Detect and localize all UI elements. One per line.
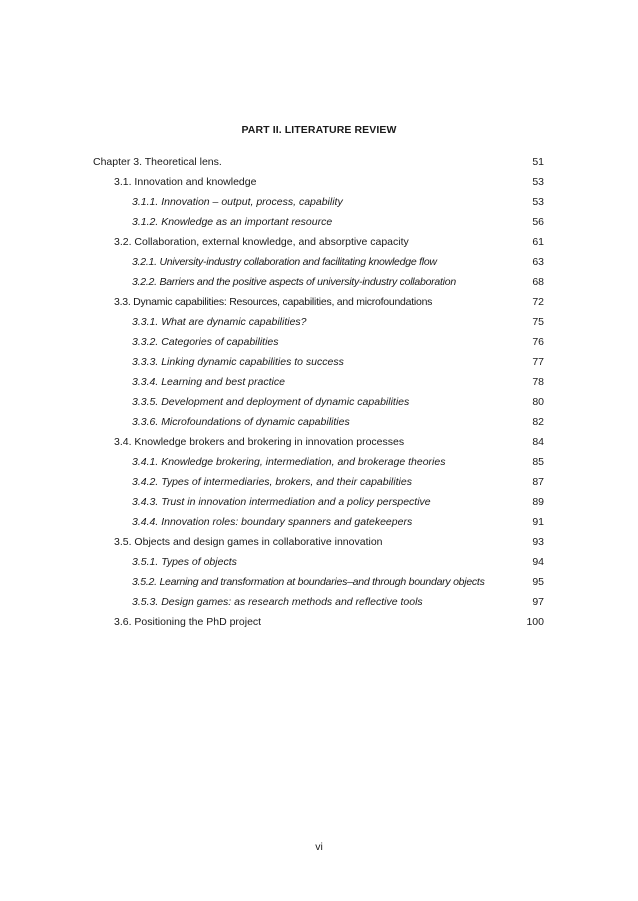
toc-entry-page-number: 82 xyxy=(532,416,544,428)
table-of-contents xyxy=(93,152,544,632)
toc-entry-title: 3.5.3. Design games: as research methods and reflective tools xyxy=(132,596,423,608)
toc-entry[interactable] xyxy=(93,612,544,632)
toc-entry[interactable] xyxy=(93,532,544,552)
toc-entry-title: Chapter 3. Theoretical lens. xyxy=(93,156,222,168)
toc-entry[interactable] xyxy=(93,492,544,512)
footer-page-number: vi xyxy=(315,841,323,853)
toc-entry[interactable] xyxy=(93,432,544,452)
toc-entry-page-number: 56 xyxy=(532,216,544,228)
toc-entry-title: 3.2.2. Barriers and the positive aspects of university-industry collaboration xyxy=(132,276,456,288)
toc-entry-page-number: 97 xyxy=(532,596,544,608)
toc-entry-title: 3.3.4. Learning and best practice xyxy=(132,376,285,388)
toc-entry-page-number: 95 xyxy=(532,576,544,588)
toc-entry-page-number: 91 xyxy=(532,516,544,528)
toc-entry-title: 3.1. Innovation and knowledge xyxy=(114,176,257,188)
toc-entry[interactable] xyxy=(93,392,544,412)
toc-entry[interactable] xyxy=(93,552,544,572)
toc-entry-page-number: 53 xyxy=(532,176,544,188)
toc-entry-title: 3.3.6. Microfoundations of dynamic capabilities xyxy=(132,416,350,428)
toc-entry-title: 3.4.3. Trust in innovation intermediation and a policy perspective xyxy=(132,496,431,508)
toc-entry-page-number: 85 xyxy=(532,456,544,468)
toc-entry-page-number: 94 xyxy=(532,556,544,568)
toc-entry-page-number: 93 xyxy=(532,536,544,548)
toc-entry[interactable] xyxy=(93,292,544,312)
part-heading: PART II. LITERATURE REVIEW xyxy=(241,124,397,136)
toc-entry-page-number: 76 xyxy=(532,336,544,348)
toc-entry[interactable] xyxy=(93,312,544,332)
toc-entry-title: 3.2.1. University-industry collaboration and facilitating knowledge flow xyxy=(132,256,437,268)
toc-entry[interactable] xyxy=(93,352,544,372)
toc-entry-title: 3.6. Positioning the PhD project xyxy=(114,616,262,628)
toc-entry[interactable] xyxy=(93,472,544,492)
toc-entry[interactable] xyxy=(93,512,544,532)
toc-entry-page-number: 61 xyxy=(532,236,544,248)
toc-entry[interactable] xyxy=(93,572,544,592)
toc-entry-page-number: 89 xyxy=(532,496,544,508)
toc-entry-title: 3.1.2. Knowledge as an important resource xyxy=(132,216,333,228)
toc-entry[interactable] xyxy=(93,212,544,232)
toc-entry-title: 3.3. Dynamic capabilities: Resources, capabilities, and microfoundations xyxy=(114,296,433,308)
toc-entry-title: 3.3.1. What are dynamic capabilities? xyxy=(132,316,307,328)
toc-entry-title: 3.5. Objects and design games in collaborative innovation xyxy=(114,536,383,548)
toc-entry-title: 3.5.2. Learning and transformation at boundaries–and through boundary objects xyxy=(132,576,485,588)
toc-entry-page-number: 68 xyxy=(532,276,544,288)
toc-entry-page-number: 51 xyxy=(532,156,544,168)
toc-entry[interactable] xyxy=(93,192,544,212)
toc-entry-page-number: 53 xyxy=(532,196,544,208)
toc-entry-title: 3.2. Collaboration, external knowledge, and absorptive capacity xyxy=(114,236,409,248)
toc-entry[interactable] xyxy=(93,152,544,172)
toc-entry-title: 3.3.3. Linking dynamic capabilities to success xyxy=(132,356,344,368)
toc-entry-title: 3.3.2. Categories of capabilities xyxy=(132,336,279,348)
toc-entry-title: 3.4. Knowledge brokers and brokering in innovation processes xyxy=(114,436,405,448)
toc-entry-page-number: 100 xyxy=(526,616,544,628)
toc-entry[interactable] xyxy=(93,172,544,192)
toc-entry[interactable] xyxy=(93,252,544,272)
toc-entry-page-number: 75 xyxy=(532,316,544,328)
toc-entry[interactable] xyxy=(93,332,544,352)
toc-entry-page-number: 87 xyxy=(532,476,544,488)
toc-entry-page-number: 72 xyxy=(532,296,544,308)
toc-entry-page-number: 80 xyxy=(532,396,544,408)
toc-entry[interactable] xyxy=(93,412,544,432)
toc-entry[interactable] xyxy=(93,372,544,392)
toc-entry[interactable] xyxy=(93,272,544,292)
toc-entry-page-number: 63 xyxy=(532,256,544,268)
toc-entry-title: 3.1.1. Innovation – output, process, capability xyxy=(132,196,343,208)
toc-entry-title: 3.4.4. Innovation roles: boundary spanners and gatekeepers xyxy=(132,516,413,528)
toc-entry[interactable] xyxy=(93,452,544,472)
toc-entry-page-number: 84 xyxy=(532,436,544,448)
toc-entry[interactable] xyxy=(93,592,544,612)
toc-entry-title: 3.5.1. Types of objects xyxy=(132,556,237,568)
toc-entry-page-number: 78 xyxy=(532,376,544,388)
toc-entry-title: 3.3.5. Development and deployment of dynamic capabilities xyxy=(132,396,410,408)
toc-entry-page-number: 77 xyxy=(532,356,544,368)
toc-entry[interactable] xyxy=(93,232,544,252)
toc-entry-title: 3.4.1. Knowledge brokering, intermediation, and brokerage theories xyxy=(132,456,446,468)
toc-entry-title: 3.4.2. Types of intermediaries, brokers, and their capabilities xyxy=(132,476,412,488)
